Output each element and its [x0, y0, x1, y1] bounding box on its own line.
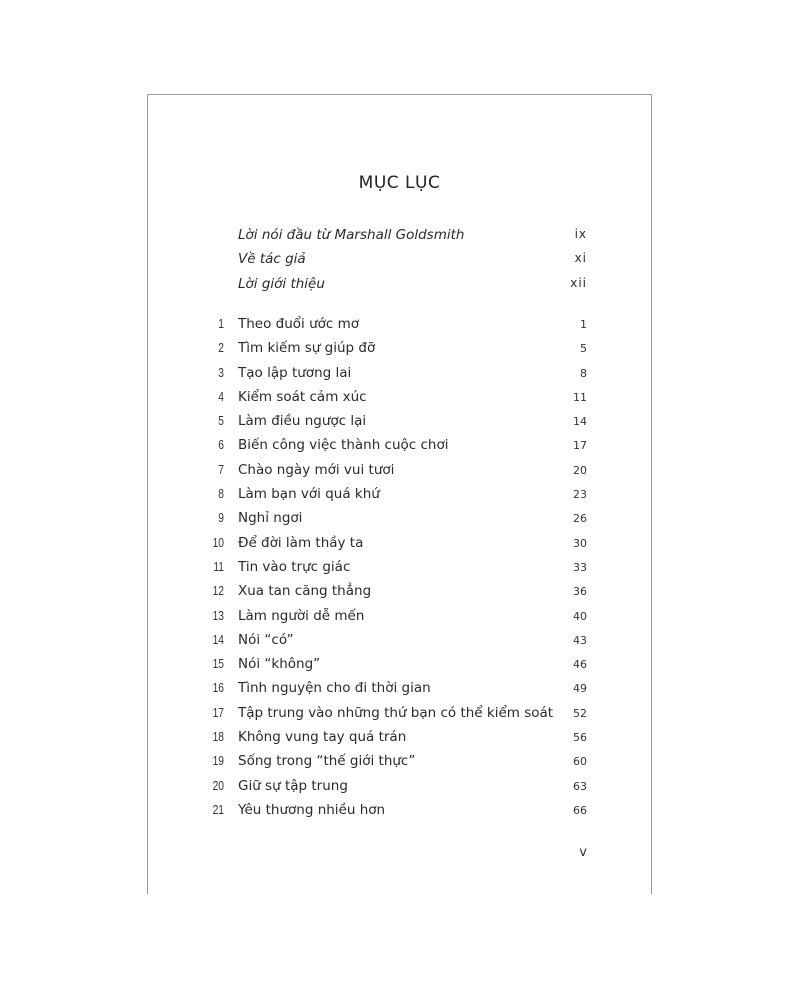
chapter-entry — [148, 510, 651, 534]
chapter-list — [148, 316, 651, 826]
chapter-page-number: 23 — [573, 488, 587, 502]
chapter-title: Tình nguyện cho đi thời gian — [238, 680, 431, 697]
chapter-page-number: 20 — [573, 463, 587, 477]
chapter-entry — [148, 413, 651, 437]
entry-title: Lời giới thiệu — [238, 275, 325, 292]
chapter-page-number: 33 — [573, 560, 587, 574]
chapter-page-number: 43 — [573, 633, 587, 647]
chapter-number: 1 — [218, 317, 224, 331]
chapter-page-number: 26 — [573, 512, 587, 526]
chapter-title: Không vung tay quá trán — [238, 729, 407, 746]
chapter-number: 15 — [212, 657, 224, 672]
chapter-page-number: 49 — [573, 682, 587, 696]
chapter-title: Tìm kiếm sự giúp đỡ — [238, 340, 376, 357]
chapter-title: Làm bạn với quá khứ — [238, 486, 380, 503]
entry-title: Lời nói đầu từ Marshall Goldsmith — [238, 227, 465, 243]
chapter-entry — [148, 559, 651, 583]
front-matter-entry — [148, 227, 651, 251]
front-matter-entry — [148, 276, 651, 300]
chapter-page-number: 56 — [573, 731, 587, 745]
chapter-entry — [148, 705, 651, 729]
chapter-title: Làm điều ngược lại — [238, 413, 367, 430]
chapter-page-number: 40 — [573, 609, 587, 623]
chapter-number: 11 — [213, 559, 224, 574]
chapter-number: 19 — [212, 754, 224, 769]
chapter-page-number: 14 — [573, 415, 587, 429]
book-page — [147, 94, 652, 894]
chapter-page-number: 1 — [580, 318, 587, 331]
chapter-page-number: 52 — [573, 706, 587, 720]
chapter-title: Tin vào trực giác — [238, 558, 351, 575]
chapter-entry — [148, 535, 651, 559]
chapter-number: 14 — [212, 632, 224, 647]
chapter-title: Biến công việc thành cuộc chơi — [238, 437, 449, 454]
chapter-page-number: 63 — [573, 779, 587, 793]
page-title: MỤC LỤC — [358, 173, 441, 193]
chapter-entry — [148, 340, 651, 364]
chapter-number: 2 — [218, 341, 224, 356]
chapter-entry — [148, 365, 651, 389]
chapter-number: 16 — [212, 681, 224, 696]
chapter-entry — [148, 656, 651, 680]
chapter-entry — [148, 802, 651, 826]
chapter-title: Yêu thương nhiều hơn — [238, 801, 386, 818]
chapter-page-number: 46 — [573, 658, 587, 672]
chapter-entry — [148, 389, 651, 413]
chapter-title: Kiểm soát cảm xúc — [238, 388, 367, 405]
chapter-page-number: 17 — [573, 439, 587, 453]
chapter-title: Xua tan căng thẳng — [238, 583, 372, 600]
chapter-entry — [148, 729, 651, 753]
chapter-number: 7 — [218, 462, 224, 477]
entry-page-number: xii — [570, 275, 587, 290]
chapter-number: 10 — [212, 535, 224, 550]
chapter-title: Nói “không” — [238, 656, 321, 673]
chapter-number: 6 — [218, 438, 224, 453]
chapter-number: 12 — [212, 584, 224, 599]
chapter-entry — [148, 437, 651, 461]
chapter-title: Sống trong “thế giới thực” — [238, 753, 416, 770]
chapter-page-number: 30 — [573, 536, 587, 550]
chapter-number: 21 — [212, 802, 224, 817]
chapter-page-number: 60 — [573, 755, 587, 769]
chapter-entry — [148, 753, 651, 777]
chapter-title: Tạo lập tương lai — [238, 364, 352, 381]
chapter-title: Giữ sự tập trung — [238, 777, 348, 794]
entry-title: Về tác giả — [238, 251, 306, 268]
chapter-title: Nói “có” — [238, 631, 294, 648]
chapter-entry — [148, 486, 651, 510]
chapter-number: 13 — [212, 608, 224, 623]
chapter-entry — [148, 462, 651, 486]
chapter-entry — [148, 608, 651, 632]
chapter-title: Để đời làm thầy ta — [238, 534, 364, 551]
chapter-number: 4 — [218, 389, 224, 404]
chapter-number: 9 — [218, 511, 224, 526]
chapter-title: Tập trung vào những thứ bạn có thể kiểm soát — [238, 704, 554, 721]
chapter-title: Chào ngày mới vui tươi — [238, 461, 395, 478]
front-matter-entry — [148, 251, 651, 275]
chapter-number: 18 — [212, 730, 224, 745]
chapter-number: 20 — [212, 778, 224, 793]
chapter-number: 17 — [212, 705, 224, 720]
chapter-page-number: 36 — [573, 585, 587, 599]
chapter-title: Theo đuổi ước mơ — [238, 316, 360, 332]
front-matter-list — [148, 227, 651, 300]
chapter-number: 8 — [218, 487, 224, 502]
chapter-page-number: 5 — [580, 342, 587, 356]
chapter-page-number: 11 — [573, 390, 587, 404]
chapter-number: 3 — [218, 365, 224, 380]
chapter-number: 5 — [218, 414, 224, 429]
chapter-entry — [148, 778, 651, 802]
chapter-entry — [148, 316, 651, 340]
entry-page-number: ix — [574, 227, 587, 241]
chapter-entry — [148, 583, 651, 607]
chapter-page-number: 8 — [580, 366, 587, 380]
chapter-title: Làm người dễ mến — [238, 607, 365, 624]
entry-page-number: xi — [574, 251, 587, 266]
chapter-entry — [148, 680, 651, 704]
page-number: v — [579, 845, 587, 860]
chapter-page-number: 66 — [573, 803, 587, 817]
chapter-title: Nghỉ ngơi — [238, 510, 303, 527]
chapter-entry — [148, 632, 651, 656]
